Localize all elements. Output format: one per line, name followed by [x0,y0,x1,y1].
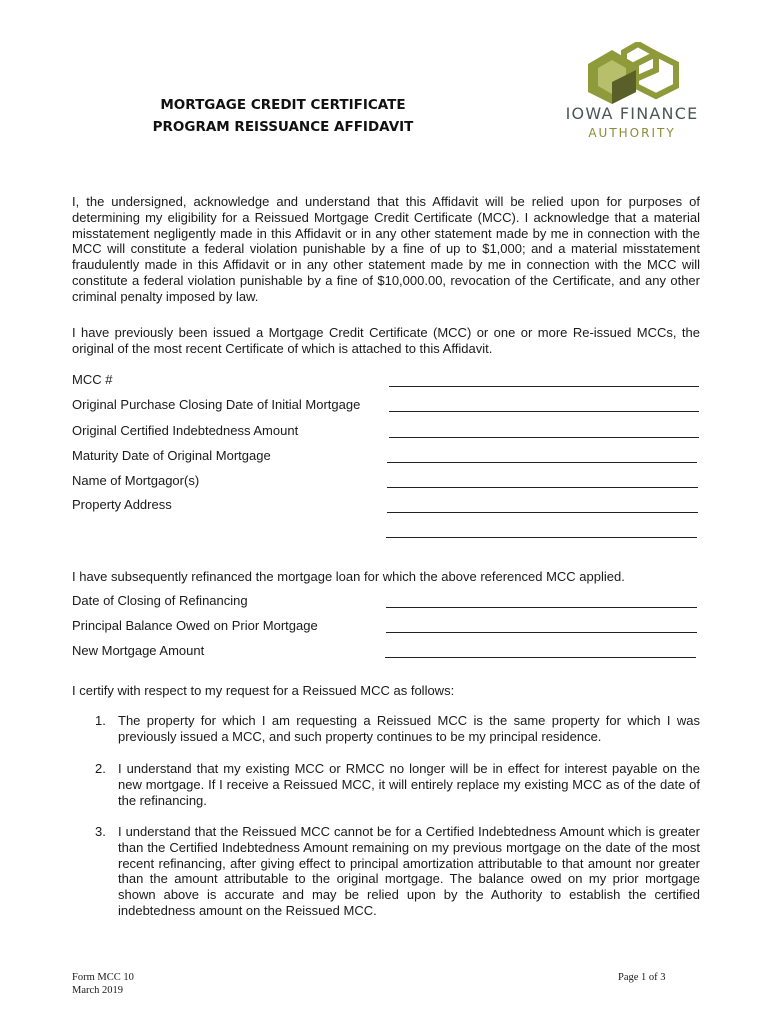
item-number-2: 2. [95,761,106,776]
footer-form-info [72,971,134,997]
footer-form-date: March 2019 [72,985,124,996]
footer-page-number: Page 1 of 3 [618,972,666,983]
field-label-mortgagor-names: Name of Mortgagor(s) [72,473,200,488]
item-number-1: 1. [95,713,106,728]
cube-logo-icon [560,42,704,104]
field-label-principal-balance: Principal Balance Owed on Prior Mortgage [72,618,318,633]
certify-statement: I certify with respect to my request for a Reissued MCC as follows: [72,683,455,698]
iowa-finance-authority-logo [552,42,712,150]
property-address-line-2[interactable] [386,537,697,538]
document-title [128,94,438,138]
certification-item-1: The property for which I am requesting a Reissued MCC is the same property for which I was previously issued a MCC, and such property continues to be my principal residence. [118,713,700,744]
refinanced-statement: I have subsequently refinanced the mortgage loan for which the above referenced MCC applied. [72,569,625,584]
maturity-date-line[interactable] [387,462,697,463]
new-mortgage-amount-line[interactable] [385,657,696,658]
original-purchase-closing-date-line[interactable] [389,411,699,412]
field-label-mcc-number: MCC # [72,372,113,387]
principal-balance-line[interactable] [386,632,697,633]
refinancing-closing-date-line[interactable] [386,607,697,608]
footer-form-number: Form MCC 10 [72,972,134,983]
title-line-1: MORTGAGE CREDIT CERTIFICATE [160,97,406,113]
item-number-3: 3. [95,824,106,839]
certification-item-3: I understand that the Reissued MCC cannot be for a Certified Indebtedness Amount which is greater than the Certified Indebtedness Amount remaining on my previous mortgage on the date of the most recent refinancing, after giving effect to principal amortization attributable to that amount nor greater than the amount attributable to the original mortgage. The balance owed on my prior mortgage shown above is accurate and may be relied upon by the Authority to establish the certified indebtedness amount on the Reissued MCC. [118,824,700,918]
field-label-maturity-date: Maturity Date of Original Mortgage [72,448,271,463]
property-address-line-1[interactable] [387,512,698,513]
field-label-refinancing-closing-date: Date of Closing of Refinancing [72,593,248,608]
field-label-original-certified-indebtedness: Original Certified Indebtedness Amount [72,423,299,438]
field-label-original-purchase-closing-date: Original Purchase Closing Date of Initial Mortgage [72,397,361,412]
intro-paragraph: I, the undersigned, acknowledge and understand that this Affidavit will be relied upon for purposes of determining my eligibility for a Reissued Mortgage Credit Certificate (MCC). I acknowledge that a material misstatement negligently made in this Affidavit or in any other statement made by me in connection with the MCC will constitute a federal violation punishable by a fine of up to $1,000; and a material misstatement fraudulently made in this Affidavit or in any other statement made by me in connection with the MCC will constitute a federal violation punishable by a fine of $10,000.00, revocation of the Certificate, and any other criminal penalty imposed by law. [72,194,700,304]
mortgagor-names-line[interactable] [387,487,698,488]
field-label-property-address: Property Address [72,497,172,512]
logo-text-authority: AUTHORITY [588,126,676,140]
title-line-2: PROGRAM REISSUANCE AFFIDAVIT [152,119,414,135]
field-label-new-mortgage-amount: New Mortgage Amount [72,643,205,658]
original-certified-indebtedness-line[interactable] [389,437,699,438]
logo-text-iowa-finance: IOWA FINANCE [565,104,699,123]
certification-item-2: I understand that my existing MCC or RMCC no longer will be in effect for interest payable on the new mortgage. If I receive a Reissued MCC, it will entirely replace my existing MCC as of the date of the refinancing. [118,761,700,808]
mcc-number-line[interactable] [389,386,699,387]
previously-issued-paragraph: I have previously been issued a Mortgage Credit Certificate (MCC) or one or more Re-issued MCCs, the original of the most recent Certificate of which is attached to this Affidavit. [72,325,700,356]
